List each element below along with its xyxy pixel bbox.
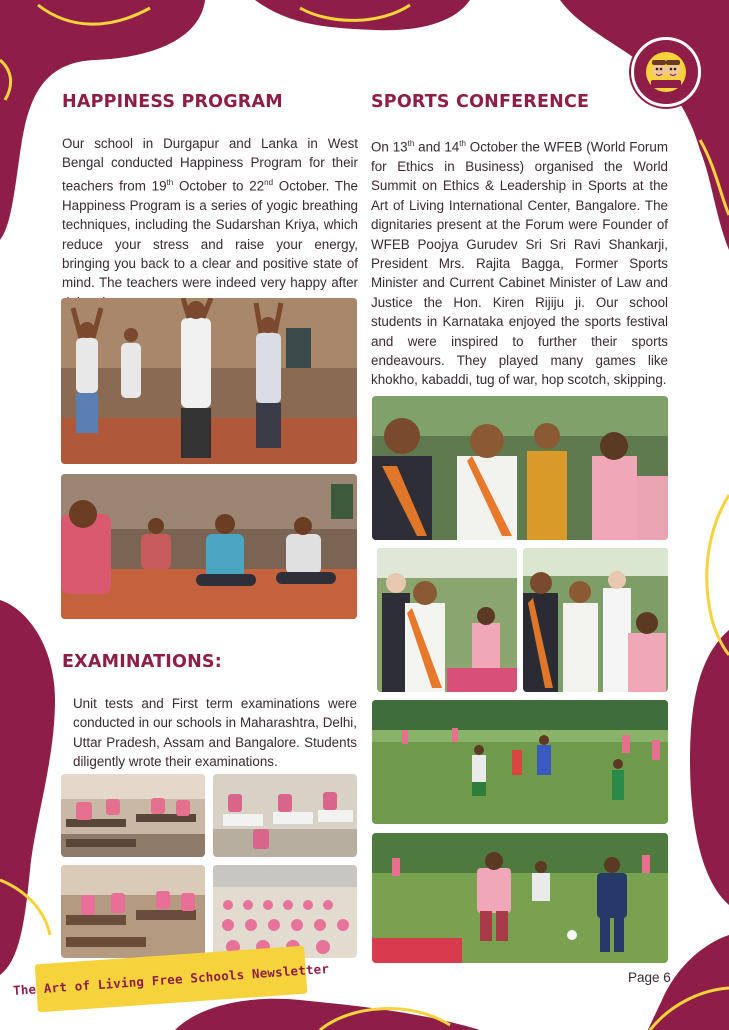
examinations-text: Unit tests and First term examinations were conducted in our schools in Maharashtra, Delhi, Uttar Pradesh, Assam and Bangalore. Students diligently wrote their examinations. <box>73 696 357 770</box>
photo-dignitaries-group <box>372 396 668 540</box>
photo-exam-hall <box>213 865 357 958</box>
photo-gurudev-with-students <box>377 548 517 692</box>
examinations-heading: EXAMINATIONS: <box>62 652 222 672</box>
photo-exam-classroom-3 <box>61 865 205 958</box>
school-logo <box>631 37 701 107</box>
happiness-program-heading: HAPPINESS PROGRAM <box>62 92 283 112</box>
photo-children-football <box>372 833 668 963</box>
photo-dignitaries-children-game <box>523 548 668 692</box>
photo-exam-classroom-2 <box>213 774 357 857</box>
photo-yoga-seated <box>61 474 357 619</box>
photo-children-playing-field <box>372 700 668 824</box>
sports-conference-heading: SPORTS CONFERENCE <box>371 92 590 112</box>
sports-conference-text: On 13th and 14th October the WFEB (World Forum for Ethics in Business) organised the World Summit on Ethics & Leadership in Sports at the Art of Living International Center, Bangalore. The dignitaries present at the Forum were Founder of WFEB Poojya Gurudev Sri Sri Ravi Shankarji, President Mrs. Rajita Bagga, Former Sports Minister and Current Cabinet Minister of Law and Justice the Hon. Kiren Rijiju ji. Our school students in Karnataka enjoyed the sports festival and were inspired to further their sports endeavours. They played many games like khokho, kabaddi, tug of war, hop scotch, skipping. <box>371 139 668 388</box>
happiness-program-text: Our school in Durgapur and Lanka in West Bengal conducted Happiness Program for their teachers from 19th October to 22nd October. The Happiness Program is a series of yogic breathing techniques, including the Sudarshan Kriya, which reduce your stress and raise your energy, bringing you back to a clear and positive state of mind. The teachers were indeed very happy after <box>62 136 358 291</box>
page-number: Page 6 <box>628 970 671 985</box>
photo-yoga-standing <box>61 298 357 464</box>
newsletter-banner-text: The Art of Living Free Schools Newsletter <box>12 960 330 998</box>
art-of-living-free-schools-logo-icon <box>634 40 698 104</box>
photo-exam-classroom-1 <box>61 774 205 857</box>
